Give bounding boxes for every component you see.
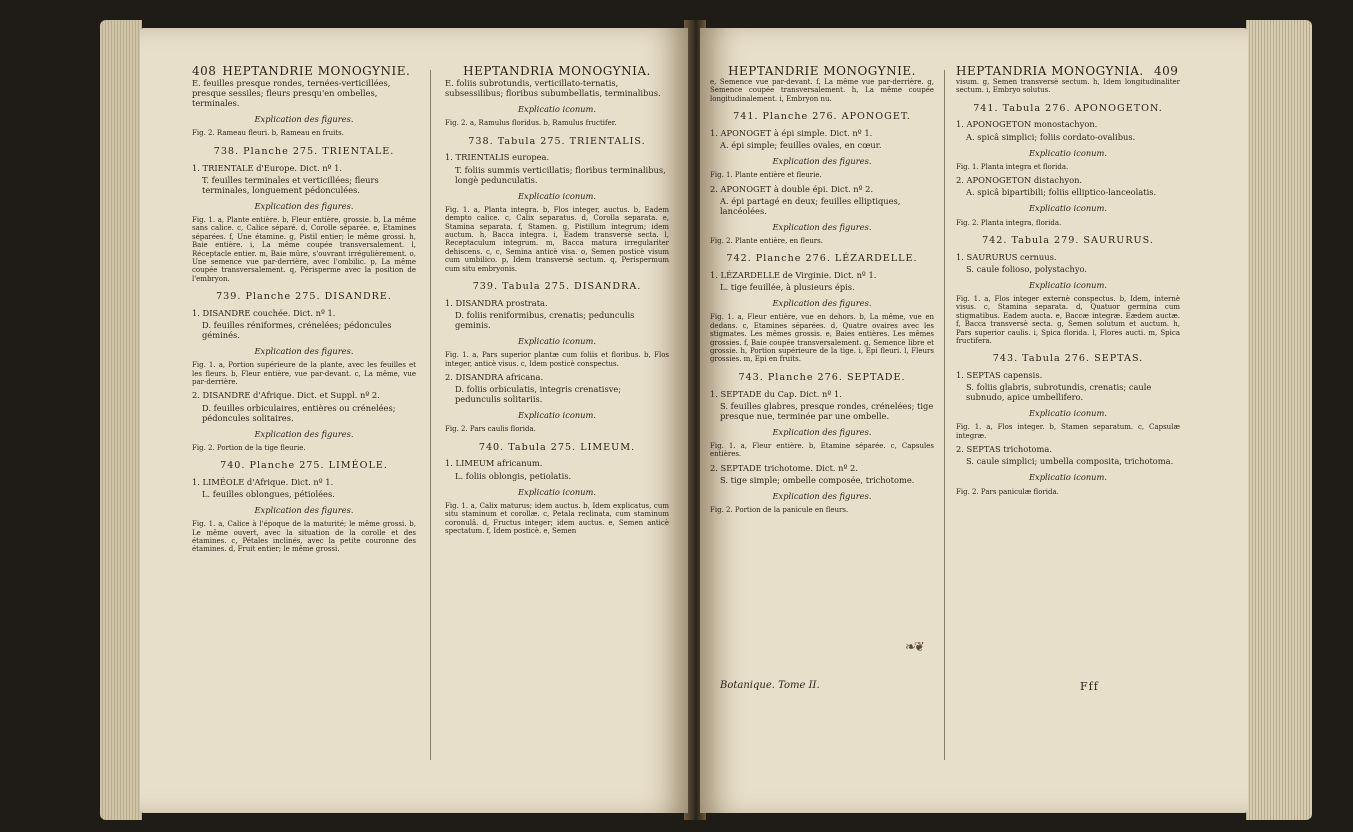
- figure-caption: Fig. 1. a, Fleur entière. b, Etamine séparée. c, Capsules entières.: [710, 441, 934, 459]
- diagnosis: A. spicâ simplici; foliis cordato-ovalibus.: [966, 131, 1136, 142]
- page-number: 409: [1154, 64, 1179, 78]
- page-edges-right: [1246, 20, 1312, 820]
- diagnosis: T. feuilles terminales et verticillées; fleurs terminales, longuement pédonculées.: [202, 174, 379, 195]
- right-page: [700, 28, 1248, 813]
- figure-caption: Fig. 1. a, Fleur entière, vue en dehors. b, La même, vue en dedans. c, Etamines séparées. d, Quatre ovaires avec les stigmates. Les mêmes grossis. e, Baies entières. Les mêmes grossies. f, Baie coupée transversalement. g, Semence libre et grossie. h, Portion supérieure de la tige. i, Epi fleuri. l, Fleurs grossies. m, Epi en fruits.: [710, 313, 934, 364]
- running-head: 408 HEPTANDRIE MONOGYNIE.: [192, 64, 411, 78]
- page-number: 408: [192, 64, 217, 78]
- figure-caption: Fig. 2. Pars paniculæ florida.: [956, 487, 1059, 496]
- footer-signature: Fff: [1080, 680, 1099, 693]
- explanation-heading: Explicatio iconum.: [517, 104, 597, 115]
- section-heading: 740. Tabula 275. LIMEUM.: [478, 441, 636, 453]
- explanation-heading: Explication des figures.: [254, 505, 354, 516]
- figure-caption: Fig. 1. a, Calix maturus; idem auctus. b, Idem explicatus, cum situ staminum et corollæ. c, Petala reclinata, cum staminum coronulâ. d, Fructus integer; idem auctus. e, Semen anticè spectatum. f, Idem posticè. e, Semen: [445, 501, 669, 535]
- explanation-heading: Explication des figures.: [772, 490, 872, 501]
- species-entry: 1. TRIENTALE d'Europe. Dict. nº 1.: [192, 162, 343, 173]
- printer-ornament-icon: ❧❦: [905, 640, 923, 655]
- species-entry: 2. APONOGET à double épi. Dict. nº 2.: [710, 183, 874, 194]
- figure-caption: Fig. 1. a, Planta integra. b, Flos integer, auctus. b, Eadem dempto calice. c, Calix separatus. d, Corolla separata. e, Stamina separata. f, Stamen. g, Pistillum integrum; idem auctum. h, Bacca integra. i, Eadem transversè secta. l, Receptaculum integrum. m, Bacca matura irregulariter dehiscens. c, c, Semina anticè visa. o, Semen posticè visum cum umbilico. p, Idem transversè sectum. q, Perispermum cum situ embryonis.: [445, 205, 669, 273]
- species-entry: 2. DISANDRA africana.: [445, 371, 544, 382]
- diagnosis: E. feuilles presque rondes, ternées-verticillées, presque sessiles; fleurs presqu'en ombelles, terminales.: [192, 78, 391, 109]
- diagnosis: A. épi simple; feuilles ovales, en cœur.: [720, 139, 882, 150]
- diagnosis: S. caule simplici; umbella composita, trichotoma.: [966, 456, 1174, 467]
- left-page: [140, 28, 688, 813]
- column-divider: [430, 70, 431, 760]
- explanation-heading: Explicatio iconum.: [517, 486, 597, 497]
- diagnosis: L. tige feuillée, à plusieurs épis.: [720, 282, 855, 293]
- left-page-latin-column: [445, 64, 669, 539]
- footer-volume: Botanique. Tome II.: [720, 680, 820, 691]
- figure-caption: Fig. 1. a, Pars superior plantæ cum foliis et floribus. b, Flos integer, anticè visus. c, Idem posticè conspectus.: [445, 351, 669, 368]
- section-heading: 741. Planche 276. APONOGET.: [733, 111, 911, 123]
- diagnosis: S. caule folioso, polystachyo.: [966, 263, 1088, 274]
- species-entry: 1. LÉZARDELLE de Virginie. Dict. nº 1.: [710, 270, 877, 281]
- explanation-heading: Explicatio iconum.: [1028, 472, 1108, 483]
- explanation-heading: Explication des figures.: [254, 428, 354, 439]
- species-entry: 1. SAURURUS cernuus.: [956, 251, 1057, 262]
- section-heading: 743. Planche 276. SEPTADE.: [738, 371, 906, 383]
- right-page-latin-column: [956, 64, 1180, 500]
- figure-caption: Fig. 2. a, Ramulus floridus. b, Ramulus fructifer.: [445, 119, 617, 128]
- explanation-heading: Explication des figures.: [772, 156, 872, 167]
- page-edges-left: [100, 20, 142, 820]
- diagnosis: A. spicâ bipartibili; foliis elliptico-lanceolatis.: [966, 187, 1157, 198]
- figure-caption: Fig. 2. Portion de la tige fleurie.: [192, 443, 306, 452]
- species-entry: 1. DISANDRE couchée. Dict. nº 1.: [192, 307, 336, 318]
- figure-caption: Fig. 2. Planta integra, florida.: [956, 218, 1062, 227]
- explanation-heading: Explicatio iconum.: [517, 410, 597, 421]
- explanation-heading: Explicatio iconum.: [1028, 408, 1108, 419]
- explanation-heading: Explicatio iconum.: [517, 190, 597, 201]
- species-entry: 2. APONOGETON distachyon.: [956, 175, 1083, 186]
- explanation-heading: Explicatio iconum.: [1028, 279, 1108, 290]
- explanation-heading: Explication des figures.: [772, 426, 872, 437]
- diagnosis: A. épi partagé en deux; feuilles elliptiques, lancéolées.: [720, 195, 901, 216]
- explanation-heading: Explication des figures.: [254, 200, 354, 211]
- explanation-heading: Explication des figures.: [254, 114, 354, 125]
- species-entry: 1. LIMÉOLE d'Afrique. Dict. nº 1.: [192, 476, 334, 487]
- species-entry: 1. APONOGETON monostachyon.: [956, 119, 1098, 130]
- section-heading: 743. Tabula 276. SEPTAS.: [992, 353, 1144, 365]
- left-page-french-column: [192, 64, 416, 558]
- section-heading: 739. Planche 275. DISANDRE.: [216, 291, 392, 303]
- figure-caption: Fig. 1. a, Plante entière. b, Fleur entière, grossie. b, La même sans calice. c, Calice séparé. d, Corolle séparée. e, Etamines séparées. f, Une étamine. g, Pistil entier; le même grossi. h, Baie entière. i, La même coupée transversalement. l, Réceptacle entier. m, Baie mûre, s'ouvrant irrégulièrement. o, Une semence vue par-derrière, avec l'ombilic. p, La même coupée transversalement. q, Périsperme avec la position de l'embryon.: [192, 215, 416, 283]
- figure-caption: Fig. 1. a, Flos integer. b, Stamen separatum. c, Capsulæ integræ.: [956, 423, 1180, 440]
- section-heading: 741. Tabula 276. APONOGETON.: [973, 102, 1163, 114]
- section-heading: 739. Tabula 275. DISANDRA.: [472, 280, 642, 292]
- figure-caption: Fig. 1. a, Calice à l'époque de la maturité; le même grossi. b, Le même ouvert, avec la situation de la corolle et des étamines. c, Pétales inclinés, avec la petite couronne des étamines. d, Fruit entier; le même grossi.: [192, 520, 416, 554]
- figure-caption: Fig. 2. Portion de la panicule en fleurs.: [710, 506, 849, 515]
- section-heading: 742. Tabula 279. SAURURUS.: [982, 234, 1154, 246]
- figure-caption: Fig. 2. Pars caulis florida.: [445, 425, 536, 434]
- explanation-heading: Explicatio iconum.: [1028, 147, 1108, 158]
- diagnosis: L. foliis oblongis, petiolatis.: [455, 470, 572, 481]
- explanation-heading: Explicatio iconum.: [517, 336, 597, 347]
- explanation-heading: Explication des figures.: [772, 298, 872, 309]
- figure-caption: Fig. 1. a, Portion supérieure de la plante, avec les feuilles et les fleurs. b, Fleur entière, vue par-devant. c, La même, vue par-derrière.: [192, 361, 416, 387]
- diagnosis: S. tige simple; ombelle composée, trichotome.: [720, 474, 915, 485]
- explanation-heading: Explicatio iconum.: [1028, 203, 1108, 214]
- diagnosis: D. foliis orbiculatis, integris crenatisve; pedunculis solitariis.: [455, 384, 622, 405]
- diagnosis: T. foliis summis verticillatis; floribus terminalibus, longè pedunculatis.: [455, 164, 666, 185]
- explanation-heading: Explication des figures.: [254, 346, 354, 357]
- species-entry: 2. SEPTAS trichotoma.: [956, 444, 1052, 455]
- species-entry: 2. DISANDRE d'Afrique. Dict. et Suppl. nº 2.: [192, 390, 380, 401]
- species-entry: 2. SEPTADE trichotome. Dict. nº 2.: [710, 462, 858, 473]
- section-heading: 738. Tabula 275. TRIENTALIS.: [468, 135, 646, 147]
- figure-caption: Fig. 2. Plante entière, en fleurs.: [710, 237, 823, 246]
- figure-caption: e, Semence vue par-devant. f, La même vue par-derrière. g, Semence coupée transversalement. h, La même coupée longitudinalement. i, Embryon nu.: [710, 78, 934, 103]
- diagnosis: D. feuilles réniformes, crénelées; pédoncules géminés.: [202, 319, 392, 341]
- running-head: HEPTANDRIE MONOGYNIE.: [728, 64, 916, 78]
- section-heading: 738. Planche 275. TRIENTALE.: [213, 145, 395, 157]
- species-entry: 1. LIMEUM africanum.: [445, 458, 543, 469]
- figure-caption: Fig. 1. Plante entière et fleurie.: [710, 171, 822, 180]
- explanation-heading: Explication des figures.: [772, 221, 872, 232]
- diagnosis: D. feuilles orbiculaires, entières ou crénelées; pédoncules solitaires.: [202, 402, 396, 423]
- figure-caption: Fig. 1. Planta integra et florida.: [956, 162, 1069, 171]
- figure-caption: Fig. 2. Rameau fleuri. b, Rameau en fruits.: [192, 129, 344, 138]
- figure-caption: Fig. 1. a, Flos integer externè conspectus. b, Idem, internè visus. c, Stamina separata. d, Quatuor germina cum stigmatibus. Eadem aucta. e, Baccæ integræ. Eædem auctæ. f, Bacca transversè secta. g, Semen solutum et auctum. h, Pars superior caulis. i, Spica florida. l, Flores aucti. m, Spica fructifera.: [956, 294, 1180, 345]
- species-entry: 1. TRIENTALIS europea.: [445, 152, 550, 163]
- diagnosis: E. foliis subrotundis, verticillato-ternatis, subsessilibus; floribus subumbellatis, terminalibus.: [445, 78, 661, 99]
- diagnosis: S. foliis glabris, subrotundis, crenatis; caule subnudo, apice umbellifero.: [966, 382, 1152, 403]
- species-entry: 1. SEPTAS capensis.: [956, 370, 1043, 380]
- running-head: HEPTANDRIA MONOGYNIA.: [463, 64, 651, 78]
- section-heading: 740. Planche 275. LIMÉOLE.: [220, 460, 388, 472]
- running-head: HEPTANDRIA MONOGYNIA. 409: [956, 64, 1179, 78]
- figure-caption: visum. g, Semen transversè sectum. h, Idem longitudinaliter sectum. i, Embryo solutus.: [956, 78, 1180, 95]
- right-page-french-column: [710, 64, 934, 518]
- species-entry: 1. SEPTADE du Cap. Dict. nº 1.: [710, 388, 842, 399]
- diagnosis: L. feuilles oblongues, pétiolées.: [202, 489, 335, 500]
- column-divider: [944, 70, 945, 760]
- section-heading: 742. Planche 276. LÉZARDELLE.: [726, 253, 918, 265]
- diagnosis: S. feuilles glabres, presque rondes, crénelées; tige presque nue, terminée par une ombelle.: [720, 400, 934, 421]
- diagnosis: D. foliis reniformibus, crenatis; pedunculis geminis.: [455, 309, 635, 330]
- species-entry: 1. DISANDRA prostrata.: [445, 297, 548, 308]
- species-entry: 1. APONOGET à épi simple. Dict. nº 1.: [710, 127, 873, 138]
